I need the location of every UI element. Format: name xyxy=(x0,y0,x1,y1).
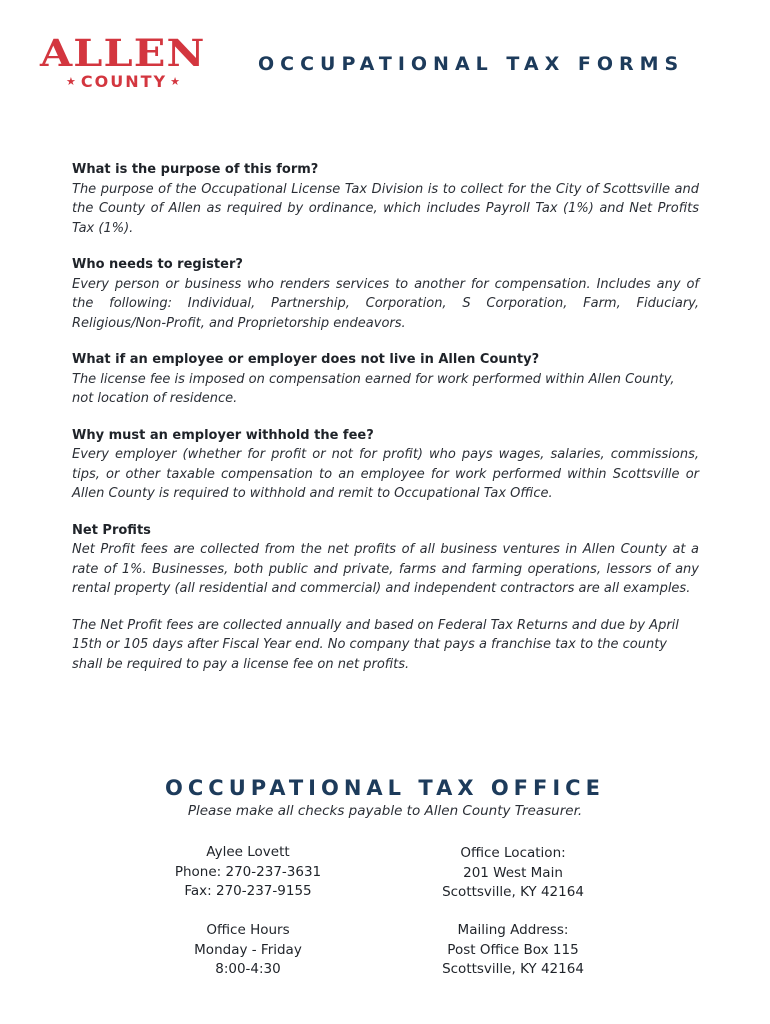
page-title: OCCUPATIONAL TAX FORMS xyxy=(258,53,685,75)
section-net-profits xyxy=(72,521,699,599)
section-body: The license fee is imposed on compensation earned for work performed within Allen County, not location of residence. xyxy=(72,371,675,406)
payable-note: Please make all checks payable to Allen County Treasurer. xyxy=(187,803,583,819)
mailing-block xyxy=(403,921,623,980)
mailing-city: Scottsville, KY 42164 xyxy=(442,961,584,977)
section-body: The Net Profit fees are collected annually and based on Federal Tax Returns and due by April 15th or 105 days after Fiscal Year end. No company that pays a franchise tax to the county shall be required to pay a license fee on net profits. xyxy=(72,617,679,672)
section-heading: What if an employee or employer does not live in Allen County? xyxy=(72,352,540,367)
hours-days: Monday - Friday xyxy=(194,941,302,958)
mailing-label: Mailing Address: xyxy=(457,922,569,938)
hours-label: Office Hours xyxy=(206,922,290,938)
mailing-box: Post Office Box 115 xyxy=(447,941,579,958)
contact-fax: Fax: 270-237-9155 xyxy=(184,883,312,899)
location-city: Scottsville, KY 42164 xyxy=(442,884,584,900)
section-body: Net Profit fees are collected from the net profits of all business ventures in Allen County at a rate of 1%. Businesses, both public and private, farms and farming operations, lessors of any rental property (all residential and commercial) and independent contractors are all examples. xyxy=(72,542,699,596)
section-net-profits-due xyxy=(72,616,699,675)
section-body: Every person or business who renders services to another for compensation. Includes any of the following: Individual, Partnership, Corporation, S Corporation, Farm, Fiduciary, Religious/Non-Profit, and Proprietorship endeavors. xyxy=(72,276,699,331)
section-body: The purpose of the Occupational License Tax Division is to collect for the City of Scottsville and the County of Allen as required by ordinance, which includes Payroll Tax (1%) and Net Profits Tax (1%). xyxy=(72,181,699,236)
contact-phone: Phone: 270-237-3631 xyxy=(174,863,322,880)
section-non-resident xyxy=(72,350,699,409)
section-who-registers xyxy=(72,255,699,333)
hours-block xyxy=(138,921,358,980)
allen-county-logo xyxy=(40,31,212,94)
faq-content xyxy=(72,160,699,691)
section-body: Every employer (whether for profit or not for profit) who pays wages, salaries, commissions, tips, or other taxable compensation to an employee for work performed within Scottsville or Allen County is required to withhold and remit to Occupational Tax Office. xyxy=(72,447,699,501)
section-heading: Who needs to register? xyxy=(72,257,243,272)
contact-block xyxy=(138,843,358,902)
contact-name: Aylee Lovett xyxy=(206,844,290,860)
logo-allen-text: ALLEN xyxy=(40,31,206,75)
section-heading: Why must an employer withhold the fee? xyxy=(72,427,374,443)
section-withholding xyxy=(72,426,699,504)
hours-time: 8:00-4:30 xyxy=(215,961,281,977)
office-title: OCCUPATIONAL TAX OFFICE xyxy=(165,776,605,800)
logo-county-text: COUNTY xyxy=(80,72,168,91)
location-block xyxy=(403,844,623,903)
section-heading: Net Profits xyxy=(72,522,151,538)
location-street: 201 West Main xyxy=(463,864,563,881)
section-heading: What is the purpose of this form? xyxy=(72,162,319,177)
star-icon: ★ xyxy=(66,75,78,88)
location-label: Office Location: xyxy=(460,845,566,861)
section-purpose xyxy=(72,160,699,238)
star-icon: ★ xyxy=(170,75,182,88)
